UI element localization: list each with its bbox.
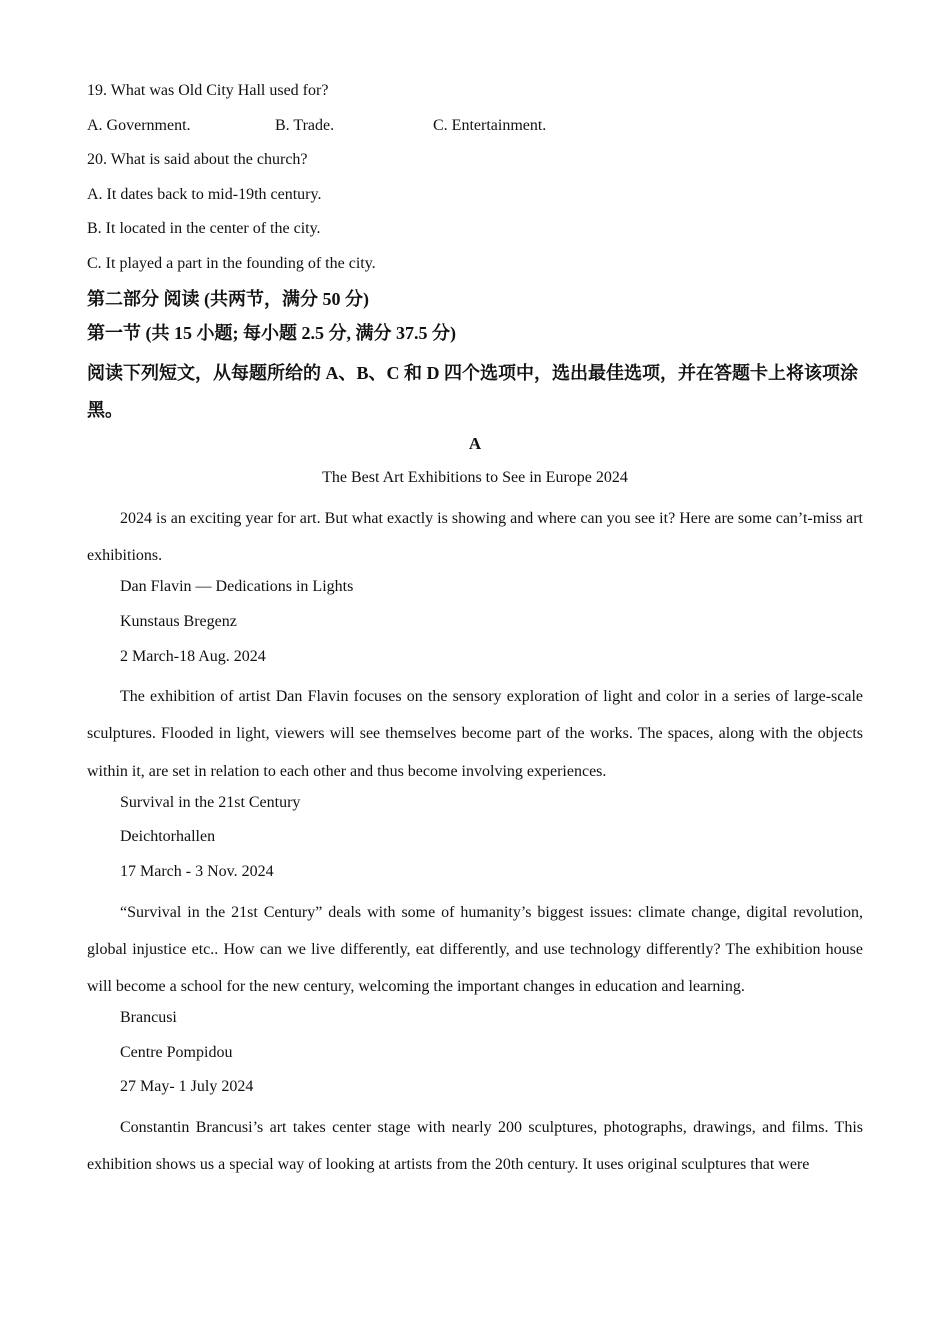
exhibition-description: Constantin Brancusi’s art takes center stage with nearly 200 sculptures, photographs, drawings, and films. This exhibition shows us a special way of looking at artists from the 20th century. It uses original sculptures that were xyxy=(87,1118,863,1174)
exhibition-name: Survival in the 21st Century xyxy=(120,793,301,811)
exhibition-dates: 27 May- 1 July 2024 xyxy=(120,1078,254,1096)
question-19-options xyxy=(87,113,863,139)
exhibition-dates: 2 March-18 Aug. 2024 xyxy=(120,647,266,665)
question-20-option-c: C. It played a part in the founding of the city. xyxy=(87,254,376,272)
part-title: 第二部分 阅读 (共两节，满分 50 分) xyxy=(87,288,369,309)
exhibition-venue: Centre Pompidou xyxy=(120,1043,233,1061)
question-20-stem: 20. What is said about the church? xyxy=(87,151,308,169)
question-19-option-a: A. Government. xyxy=(87,116,191,134)
exhibition-venue: Kunstaus Bregenz xyxy=(120,612,237,630)
passage-intro: 2024 is an exciting year for art. But what exactly is showing and where can you see it? Here are some can’t-miss art exhibitions. xyxy=(87,509,863,565)
question-20-option-b: B. It located in the center of the city. xyxy=(87,220,321,238)
question-19-stem: 19. What was Old City Hall used for? xyxy=(87,82,329,99)
document-page xyxy=(87,78,863,1183)
exhibition-venue: Deichtorhallen xyxy=(120,828,216,846)
question-19-option-c: C. Entertainment. xyxy=(433,116,547,134)
subsection-title: 第一节 (共 15 小题; 每小题 2.5 分, 满分 37.5 分) xyxy=(87,323,456,344)
passage-title: The Best Art Exhibitions to See in Europe 2024 xyxy=(322,469,628,487)
exhibition-name: Brancusi xyxy=(120,1009,177,1027)
question-20-option-a: A. It dates back to mid-19th century. xyxy=(87,185,322,203)
exhibition-dates: 17 March - 3 Nov. 2024 xyxy=(120,862,274,880)
section-instructions: 阅读下列短文，从每题所给的 A、B、C 和 D 四个选项中，选出最佳选项，并在答题卡上将该项涂黑。 xyxy=(87,362,858,420)
passage-letter: A xyxy=(468,433,482,453)
exhibition-description: “Survival in the 21st Century” deals with some of humanity’s biggest issues: climate change, digital revolution, global injustice etc.. How can we live differently, eat differently, and use technology differently? The exhibition house will become a school for the new century, welcoming the important changes in education and learning. xyxy=(87,903,863,995)
exhibition-description: The exhibition of artist Dan Flavin focuses on the sensory exploration of light and color in a series of large-scale sculptures. Flooded in light, viewers will see themselves become part of the works. The spaces, along with the objects within it, are set in relation to each other and thus become involving experiences. xyxy=(87,688,863,780)
exhibition-name: Dan Flavin — Dedications in Lights xyxy=(120,578,354,596)
question-19-option-b: B. Trade. xyxy=(275,116,335,134)
